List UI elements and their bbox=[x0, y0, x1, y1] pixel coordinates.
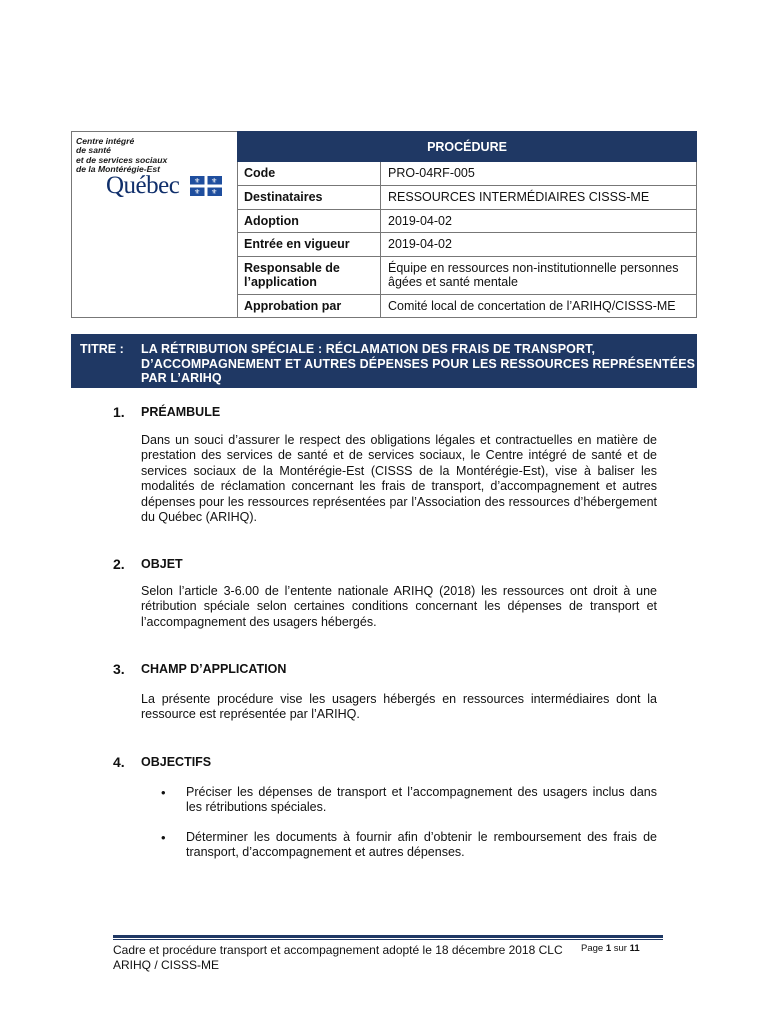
footer-rule bbox=[113, 935, 663, 938]
footer-note bbox=[113, 943, 563, 973]
logo-line: de la Montérégie-Est bbox=[76, 164, 161, 175]
row-key: Responsable de l’application bbox=[238, 257, 381, 294]
row-value: Comité local de concertation de l’ARIHQ/CISSS-ME bbox=[388, 299, 676, 313]
logo-organization-name bbox=[76, 137, 167, 175]
footer-line: Cadre et procédure transport et accompagnement adopté le 18 décembre 2018 CLC bbox=[113, 943, 563, 957]
logo-line: de santé bbox=[76, 145, 111, 156]
page-prefix: Page bbox=[581, 943, 604, 954]
svg-text:⚜: ⚜ bbox=[211, 177, 218, 185]
section-heading: CHAMP D’APPLICATION bbox=[141, 662, 287, 676]
row-key: Entrée en vigueur bbox=[238, 233, 381, 256]
section-heading: OBJECTIFS bbox=[141, 755, 212, 769]
row-key: Adoption bbox=[238, 210, 381, 232]
header-row-entree-en-vigueur bbox=[237, 233, 697, 257]
page-current: 1 bbox=[605, 943, 612, 954]
quebec-wordmark: Québec bbox=[106, 172, 180, 199]
bullet-icon: • bbox=[161, 785, 166, 800]
section-number: 1. bbox=[113, 404, 125, 420]
row-value: 2019-04-02 bbox=[388, 237, 452, 251]
section-number: 3. bbox=[113, 661, 125, 677]
list-item: Déterminer les documents à fournir afin d’obtenir le remboursement des frais de transport, d’accompagnement et autres dépenses. bbox=[186, 830, 657, 860]
page-total: 11 bbox=[629, 943, 640, 954]
row-value: 2019-04-02 bbox=[388, 214, 452, 228]
svg-text:⚜: ⚜ bbox=[194, 188, 201, 196]
header-row-approbation bbox=[237, 295, 697, 318]
section-body: Dans un souci d’assurer le respect des obligations légales et contractuelles en matière de prestation des services de santé et de services sociaux, le Centre intégré de santé et de services sociaux de la Montérégie-Est (CISSS de la Montérégie-Est), vise à baliser les modalités de réclamation concernant les frais de transport, d’accompagnement et autres dépenses pour les ressources représentées par l’Association des ressources d’hébergement du Québec (ARIHQ). bbox=[141, 433, 657, 525]
page-number bbox=[581, 943, 640, 954]
row-key: Code bbox=[238, 162, 381, 185]
footer-rule-thin bbox=[113, 939, 663, 940]
header-row-responsable bbox=[237, 257, 697, 295]
logo-line: et de services sociaux bbox=[76, 154, 168, 165]
procedure-header: PROCÉDURE bbox=[237, 131, 697, 162]
section-heading: PRÉAMBULE bbox=[141, 405, 221, 419]
header-row-destinataires bbox=[237, 186, 697, 210]
row-value: Équipe en ressources non-institutionnelle personnes âgées et santé mentale bbox=[388, 261, 679, 289]
logo-line: Centre intégré bbox=[76, 136, 135, 146]
header-row-code bbox=[237, 162, 697, 186]
list-item: Préciser les dépenses de transport et l’accompagnement des usagers inclus dans les rétributions spéciales. bbox=[186, 785, 657, 815]
section-body: La présente procédure vise les usagers hébergés en ressources intermédiaires dont la ressource est représentée par l’ARIHQ. bbox=[141, 692, 657, 722]
page-mid: sur bbox=[613, 943, 627, 954]
svg-text:⚜: ⚜ bbox=[211, 188, 218, 196]
bullet-icon: • bbox=[161, 830, 166, 845]
footer-line: ARIHQ / CISSS-ME bbox=[113, 958, 220, 972]
document-title: LA RÉTRIBUTION SPÉCIALE : RÉCLAMATION DES FRAIS DE TRANSPORT, D’ACCOMPAGNEMENT ET AUTRES DÉPENSES POUR LES RESSOURCES REPRÉSENTÉES PAR L’ARIHQ bbox=[141, 342, 696, 385]
section-body: Selon l’article 3-6.00 de l’entente nationale ARIHQ (2018) les ressources ont droit à une rétribution spéciale selon certaines conditions concernant les dépenses de transport et l’accompagnement des usagers hébergés. bbox=[141, 584, 657, 629]
section-heading: OBJET bbox=[141, 557, 183, 571]
section-number: 4. bbox=[113, 754, 125, 770]
quebec-flag-icon bbox=[190, 176, 222, 196]
section-number: 2. bbox=[113, 556, 125, 572]
title-label: TITRE : bbox=[80, 342, 124, 356]
row-key: Destinataires bbox=[238, 186, 381, 209]
header-row-adoption bbox=[237, 210, 697, 233]
row-value: PRO-04RF-005 bbox=[388, 166, 475, 180]
svg-text:⚜: ⚜ bbox=[194, 177, 201, 185]
row-key: Approbation par bbox=[238, 295, 381, 317]
row-value: RESSOURCES INTERMÉDIAIRES CISSS-ME bbox=[388, 190, 650, 204]
